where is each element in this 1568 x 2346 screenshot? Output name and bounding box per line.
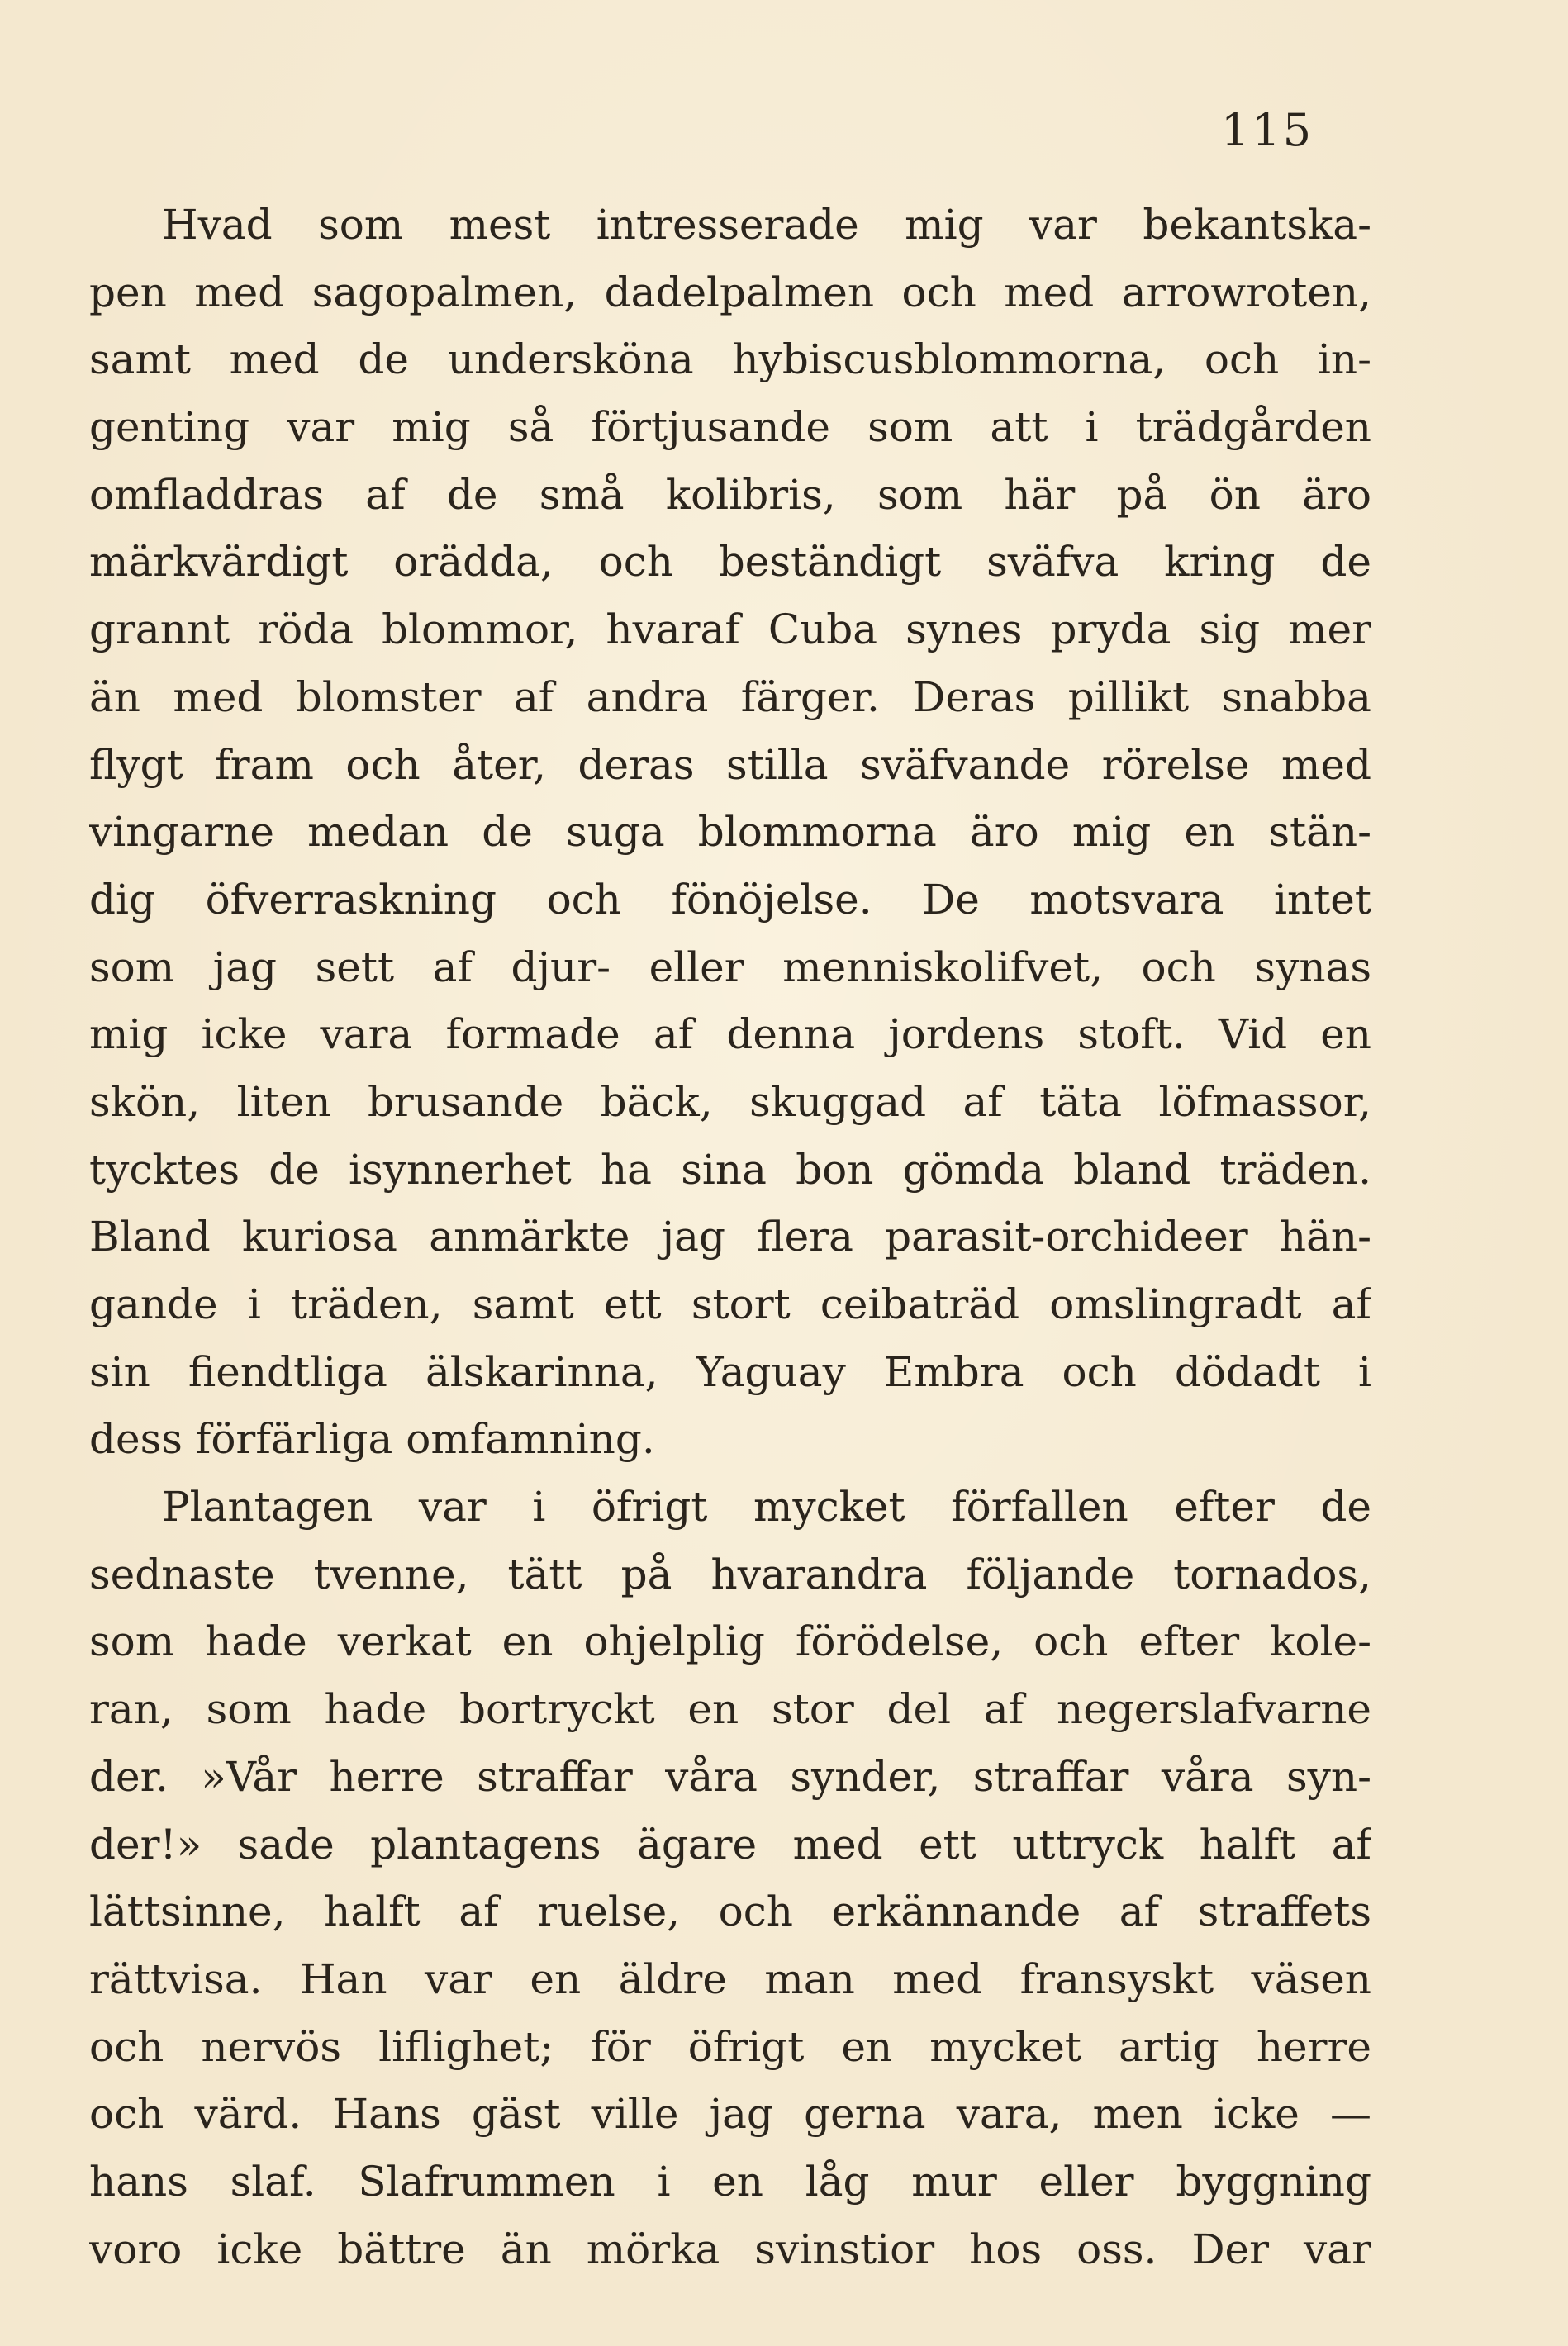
- text-line: som jag sett af djur- eller menniskolifvet, och synas: [89, 943, 1371, 991]
- text-line: rättvisa. Han var en äldre man med fransyskt väsen: [89, 1954, 1371, 2003]
- text-line: som hade verkat en ohjelplig förödelse, och efter kole-: [89, 1617, 1371, 1666]
- text-line: voro icke bättre än mörka svinstior hos oss. Der var: [89, 2225, 1371, 2273]
- text-line: mig icke vara formade af denna jordens stoft. Vid en: [89, 1010, 1371, 1059]
- text-line: sednaste tvenne, tätt på hvarandra följande tornados,: [89, 1550, 1371, 1598]
- text-line: dess förfärliga omfamning.: [89, 1415, 655, 1464]
- text-line: skön, liten brusande bäck, skuggad af täta löfmassor,: [89, 1077, 1371, 1126]
- text-line: vingarne medan de suga blommorna äro mig en stän-: [89, 808, 1371, 857]
- text-line: och värd. Hans gäst ville jag gerna vara, men icke —: [89, 2090, 1371, 2139]
- text-line: Hvad som mest intresserade mig var bekantska-: [162, 201, 1371, 249]
- text-line: sin fiendtliga älskarinna, Yaguay Embra och dödadt i: [89, 1347, 1371, 1396]
- text-line: pen med sagopalmen, dadelpalmen och med arrowroten,: [89, 268, 1371, 316]
- text-line: än med blomster af andra färger. Deras pillikt snabba: [89, 672, 1371, 721]
- text-line: omfladdras af de små kolibris, som här på ön äro: [89, 470, 1371, 519]
- text-line: och nervös liflighet; för öfrigt en mycket artig herre: [89, 2022, 1371, 2071]
- text-line: genting var mig så förtjusande som att i trädgården: [89, 403, 1371, 452]
- page-number: 115: [1221, 104, 1314, 156]
- text-line: märkvärdigt orädda, och beständigt sväfva kring de: [89, 538, 1371, 586]
- text-line: tycktes de isynnerhet ha sina bon gömda bland träden.: [89, 1145, 1371, 1194]
- text-line: hans slaf. Slafrummen i en låg mur eller byggning: [89, 2157, 1371, 2206]
- text-line: gande i träden, samt ett stort ceibaträd omslingradt af: [89, 1280, 1371, 1328]
- text-line: flygt fram och åter, deras stilla sväfvande rörelse med: [89, 740, 1371, 789]
- text-line: Plantagen var i öfrigt mycket förfallen efter de: [162, 1483, 1371, 1532]
- text-line: lättsinne, halft af ruelse, och erkännande af straffets: [89, 1888, 1371, 1936]
- text-line: samt med de undersköna hybiscusblommorna, och in-: [89, 335, 1371, 384]
- text-line: der. »Vår herre straffar våra synder, straffar våra syn-: [89, 1752, 1371, 1801]
- text-line: dig öfverraskning och fönöjelse. De motsvara intet: [89, 875, 1371, 924]
- text-line: der!» sade plantagens ägare med ett uttryck halft af: [89, 1820, 1371, 1869]
- text-line: grannt röda blommor, hvaraf Cuba synes pryda sig mer: [89, 605, 1371, 654]
- text-line: ran, som hade bortryckt en stor del af negerslafvarne: [89, 1685, 1371, 1734]
- text-line: Bland kuriosa anmärkte jag flera parasit-orchideer hän-: [89, 1213, 1371, 1261]
- body-text: [89, 192, 1371, 2283]
